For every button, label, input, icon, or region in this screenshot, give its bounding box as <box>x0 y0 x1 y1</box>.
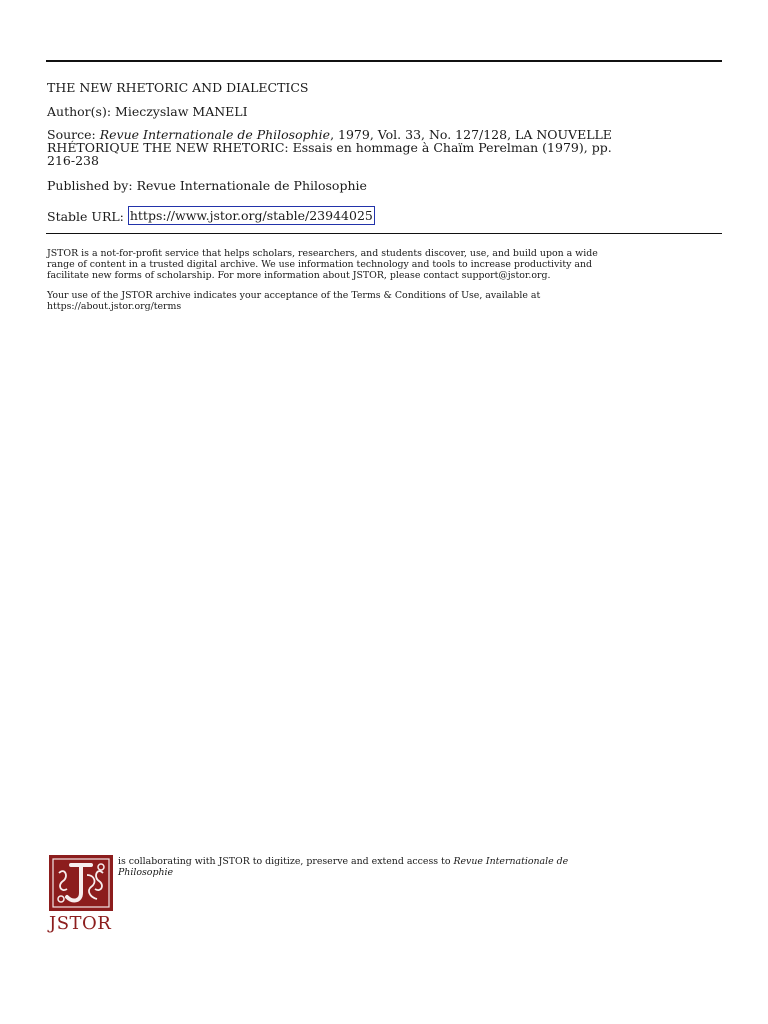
notice-line-3: facilitate new forms of scholarship. For more information about JSTOR, please contact support@jstor.org. <box>47 270 551 281</box>
publisher-name: Revue Internationale de Philosophie <box>136 178 367 193</box>
notice-line-1: JSTOR is a not-for-profit service that helps scholars, researchers, and students discover, use, and build upon a wide <box>47 248 598 259</box>
collab-text: is collaborating with JSTOR to digitize, preserve and extend access to <box>118 856 454 867</box>
source-journal: Revue Internationale de Philosophie <box>99 127 331 142</box>
source-line-2: RHÉTORIQUE THE NEW RHETORIC: Essais en hommage à Chaïm Perelman (1979), pp. <box>47 140 612 155</box>
terms-line-1: Your use of the JSTOR archive indicates your acceptance of the Terms & Conditions of Use, available at <box>47 290 541 301</box>
source-line-3: 216-238 <box>47 153 99 168</box>
jstor-wordmark: JSTOR <box>49 913 112 934</box>
article-stable-url <box>47 207 723 226</box>
terms-link[interactable]: https://about.jstor.org/terms <box>47 301 182 312</box>
stable-url-link[interactable]: https://www.jstor.org/stable/23944025 <box>129 208 373 223</box>
article-title: THE NEW RHETORIC AND DIALECTICS <box>47 80 309 95</box>
author-name: Mieczyslaw MANELI <box>115 104 248 119</box>
jstor-logo <box>49 855 113 933</box>
top-rule <box>46 60 722 62</box>
terms-notice <box>47 290 727 312</box>
article-author <box>47 105 723 118</box>
collab-journal-2: Philosophie <box>118 867 174 878</box>
source-label: Source: <box>47 127 96 142</box>
publisher-label: Published by: <box>47 178 133 193</box>
notice-line-2: range of content in a trusted digital archive. We use information technology and tools to increase productivity and <box>47 259 593 270</box>
jstor-notice <box>47 248 727 281</box>
source-details: , 1979, Vol. 33, No. 127/128, LA NOUVELLE <box>330 127 612 142</box>
stable-url-label: Stable URL: <box>47 209 124 224</box>
divider-rule <box>46 233 722 234</box>
collab-journal-1: Revue Internationale de <box>453 856 569 867</box>
article-publisher <box>47 179 723 192</box>
jstor-logo-mark-icon <box>49 855 113 911</box>
author-label: Author(s): <box>47 104 112 119</box>
article-source <box>47 128 723 167</box>
collaboration-statement <box>118 856 718 878</box>
